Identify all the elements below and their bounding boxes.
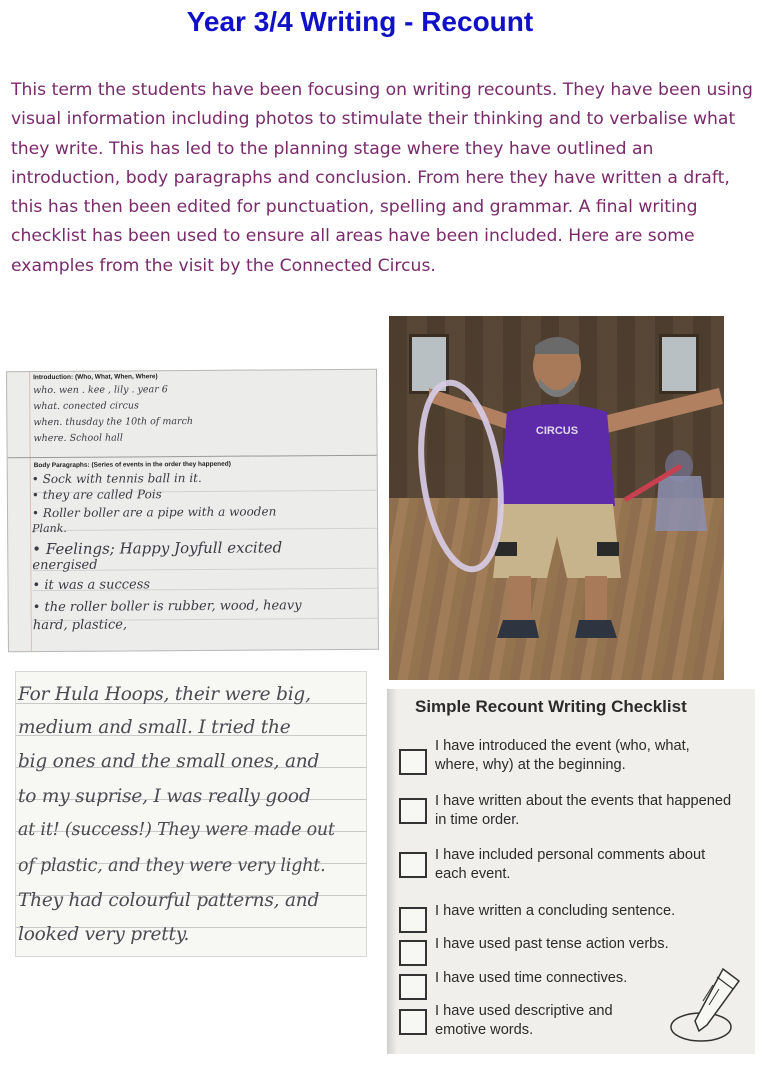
checklist-item-text: I have written about the events that happened in time order. bbox=[435, 793, 732, 828]
plan-body-line: hard, plastice, bbox=[32, 617, 128, 634]
performer-illustration bbox=[389, 316, 724, 680]
intro-paragraph: This term the students have been focusing on writing recounts. They have been using visual information including photos to stimulate their thinking and to verbalise what they write. This has led to the planning stage where they have outlined an introduction, body paragraphs and conclusion. From here they have written a draft, this has then been edited for punctuation, spelling and grammar. A final writing checklist has been used to ensure all areas have been included. Here are some examples from the visit by the Connected Circus. bbox=[11, 80, 753, 276]
checkbox bbox=[399, 798, 427, 824]
story-line: at it! (success!) They were made out bbox=[18, 820, 335, 840]
pencil-doodle-icon bbox=[663, 961, 753, 1051]
story-line: looked very pretty. bbox=[18, 924, 190, 945]
body-heading: Body Paragraphs: (Series of events in the order they happened) bbox=[33, 460, 231, 470]
shirt-text: CIRCUS bbox=[535, 425, 579, 437]
checklist-item-text: I have used time connectives. bbox=[435, 970, 628, 986]
story-line: medium and small. I tried the bbox=[18, 717, 291, 738]
plan-intro-line: what. conected circus bbox=[33, 400, 139, 413]
story-line: For Hula Hoops, their were big, bbox=[18, 684, 311, 705]
story-line: to my suprise, I was really good bbox=[18, 786, 311, 807]
plan-body-line: • the roller boller is rubber, wood, heavy bbox=[32, 598, 302, 616]
introduction-heading: Introduction: (Who, What, When, Where) bbox=[33, 373, 158, 382]
plan-body-line: energised bbox=[32, 557, 98, 574]
checkbox bbox=[399, 1009, 427, 1035]
plan-body-line: • Feelings; Happy Joyfull excited bbox=[32, 538, 283, 559]
story-line: of plastic, and they were very light. bbox=[18, 856, 326, 876]
plan-intro-line: where. School hall bbox=[33, 432, 123, 445]
handwritten-story-image bbox=[15, 671, 367, 957]
checklist-item-text: I have written a concluding sentence. bbox=[435, 903, 676, 919]
ruled-line bbox=[32, 528, 377, 531]
plan-intro-line: who. wen . kee , lily . year 6 bbox=[33, 384, 168, 397]
plan-body-line: • Roller boller are a pipe with a wooden bbox=[31, 504, 277, 521]
checkbox bbox=[399, 749, 427, 775]
plan-body-line: Plank. bbox=[32, 521, 67, 536]
planning-sheet-image bbox=[6, 369, 379, 653]
plan-body-line: • Sock with tennis ball in it. bbox=[31, 470, 202, 487]
checklist-title: Simple Recount Writing Checklist bbox=[415, 697, 687, 716]
checklist-item-text: I have used past tense action verbs. bbox=[435, 936, 669, 952]
plan-intro-line: when. thusday the 10th of march bbox=[33, 415, 194, 429]
recount-checklist-image bbox=[387, 689, 755, 1054]
checkbox bbox=[399, 907, 427, 933]
paper-shadow bbox=[387, 689, 397, 1054]
checklist-item-text: I have used descriptive and emotive words. bbox=[435, 1003, 613, 1038]
body-section bbox=[8, 458, 378, 653]
checkbox bbox=[399, 974, 427, 1000]
plan-body-line: • it was a success bbox=[32, 577, 151, 594]
checkbox bbox=[399, 852, 427, 878]
introduction-section bbox=[7, 370, 377, 459]
story-line: They had colourful patterns, and bbox=[18, 890, 320, 911]
checklist-item-text: I have included personal comments about each event. bbox=[435, 847, 706, 882]
story-line: big ones and the small ones, and bbox=[18, 751, 320, 772]
circus-photo bbox=[389, 316, 724, 680]
checkbox bbox=[399, 940, 427, 966]
plan-body-line: • they are called Pois bbox=[31, 487, 162, 503]
page-title: Year 3/4 Writing - Recount bbox=[186, 6, 534, 37]
checklist-item-text: I have introduced the event (who, what, where, why) at the beginning. bbox=[435, 738, 690, 773]
